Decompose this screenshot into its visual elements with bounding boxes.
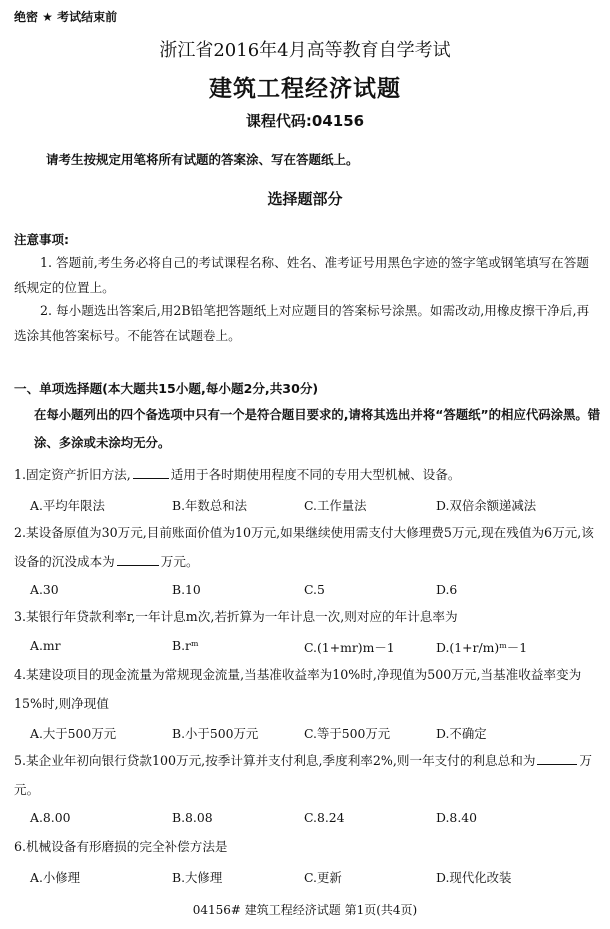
- option-b: B.大修理: [172, 870, 223, 885]
- question-text-tail: 万元。: [14, 753, 593, 797]
- option-a: A.30: [30, 582, 59, 597]
- question-text: 6.机械设备有形磨损的完全补偿方法是: [14, 839, 228, 854]
- section-title: 选择题部分: [267, 190, 343, 208]
- question-text: 5.某企业年初向银行贷款100万元,按季计算并支付利息,季度利率2%,则一年支付的利息总和为: [14, 753, 536, 768]
- option-d: D.8.40: [436, 810, 478, 825]
- question-stem: [14, 746, 598, 804]
- question-text: 2.某设备原值为30万元,目前账面价值为10万元,如果继续使用需支付大修理费5万元,现在残值为6万元,该设备的沉没成本为: [14, 525, 594, 569]
- option-a: A.mr: [30, 638, 61, 653]
- answer-blank: [537, 750, 577, 765]
- question-stem: [14, 832, 598, 861]
- option-a: A.平均年限法: [30, 498, 105, 513]
- question-stem: [14, 460, 598, 489]
- question-text: 1.固定资产折旧方法,: [14, 467, 131, 482]
- option-d: D.不确定: [436, 726, 487, 741]
- question-stem: [14, 518, 598, 576]
- attention-item: 1. 答题前,考生务必将自己的考试课程名称、姓名、准考证号用黑色字迹的签字笔或钢笔填写在答题纸规定的位置上。: [14, 255, 589, 295]
- part-instruction: 在每小题列出的四个备选项中只有一个是符合题目要求的,请将其选出并将“答题纸”的相应代码涂黑。错涂、多涂或未涂均无分。: [34, 407, 601, 450]
- option-a: A.大于500万元: [30, 726, 117, 741]
- option-d: D.双倍余额递减法: [436, 498, 537, 513]
- option-d: D.6: [436, 582, 458, 597]
- question-stem: [14, 660, 598, 718]
- question-text-tail: 万元。: [160, 554, 199, 569]
- option-d: D.(1+r/m)ᵐ－1: [436, 640, 528, 655]
- answer-notice: 请考生按规定用笔将所有试题的答案涂、写在答题纸上。: [46, 152, 359, 167]
- option-b: B.rᵐ: [172, 638, 199, 653]
- question-text-tail: 适用于各时期使用程度不同的专用大型机械、设备。: [170, 467, 461, 482]
- question-stem: [14, 602, 598, 631]
- option-d: D.现代化改装: [436, 870, 512, 885]
- option-c: C.8.24: [304, 810, 345, 825]
- option-b: B.年数总和法: [172, 498, 247, 513]
- exam-title: 浙江省2016年4月高等教育自学考试: [159, 40, 451, 61]
- option-c: C.(1+mr)m－1: [304, 640, 395, 655]
- subject-title: 建筑工程经济试题: [209, 76, 401, 102]
- attention-item: 2. 每小题选出答案后,用2B铅笔把答题纸上对应题目的答案标号涂黑。如需改动,用橡皮擦干净后,再选涂其他答案标号。不能答在试题卷上。: [14, 303, 590, 343]
- attention-label: 注意事项:: [14, 232, 69, 247]
- option-a: A.8.00: [30, 810, 71, 825]
- course-code: 课程代码:04156: [245, 112, 365, 130]
- option-a: A.小修理: [30, 870, 81, 885]
- question-text: 3.某银行年贷款利率r,一年计息m次,若折算为一年计息一次,则对应的年计息率为: [14, 609, 458, 624]
- option-c: C.工作量法: [304, 498, 367, 513]
- option-b: B.10: [172, 582, 201, 597]
- page-footer: 04156# 建筑工程经济试题 第1页(共4页): [192, 903, 418, 917]
- answer-blank: [117, 551, 159, 566]
- option-b: B.小于500万元: [172, 726, 259, 741]
- option-c: C.等于500万元: [304, 726, 391, 741]
- answer-blank: [133, 464, 169, 479]
- question-text: 4.某建设项目的现金流量为常规现金流量,当基准收益率为10%时,净现值为500万元,当基准收益率变为15%时,则净现值: [14, 667, 582, 711]
- option-b: B.8.08: [172, 810, 213, 825]
- option-c: C.5: [304, 582, 325, 597]
- part-heading: 一、单项选择题(本大题共15小题,每小题2分,共30分): [14, 381, 319, 396]
- secrecy-label: 绝密 ★ 考试结束前: [14, 10, 118, 24]
- option-c: C.更新: [304, 870, 342, 885]
